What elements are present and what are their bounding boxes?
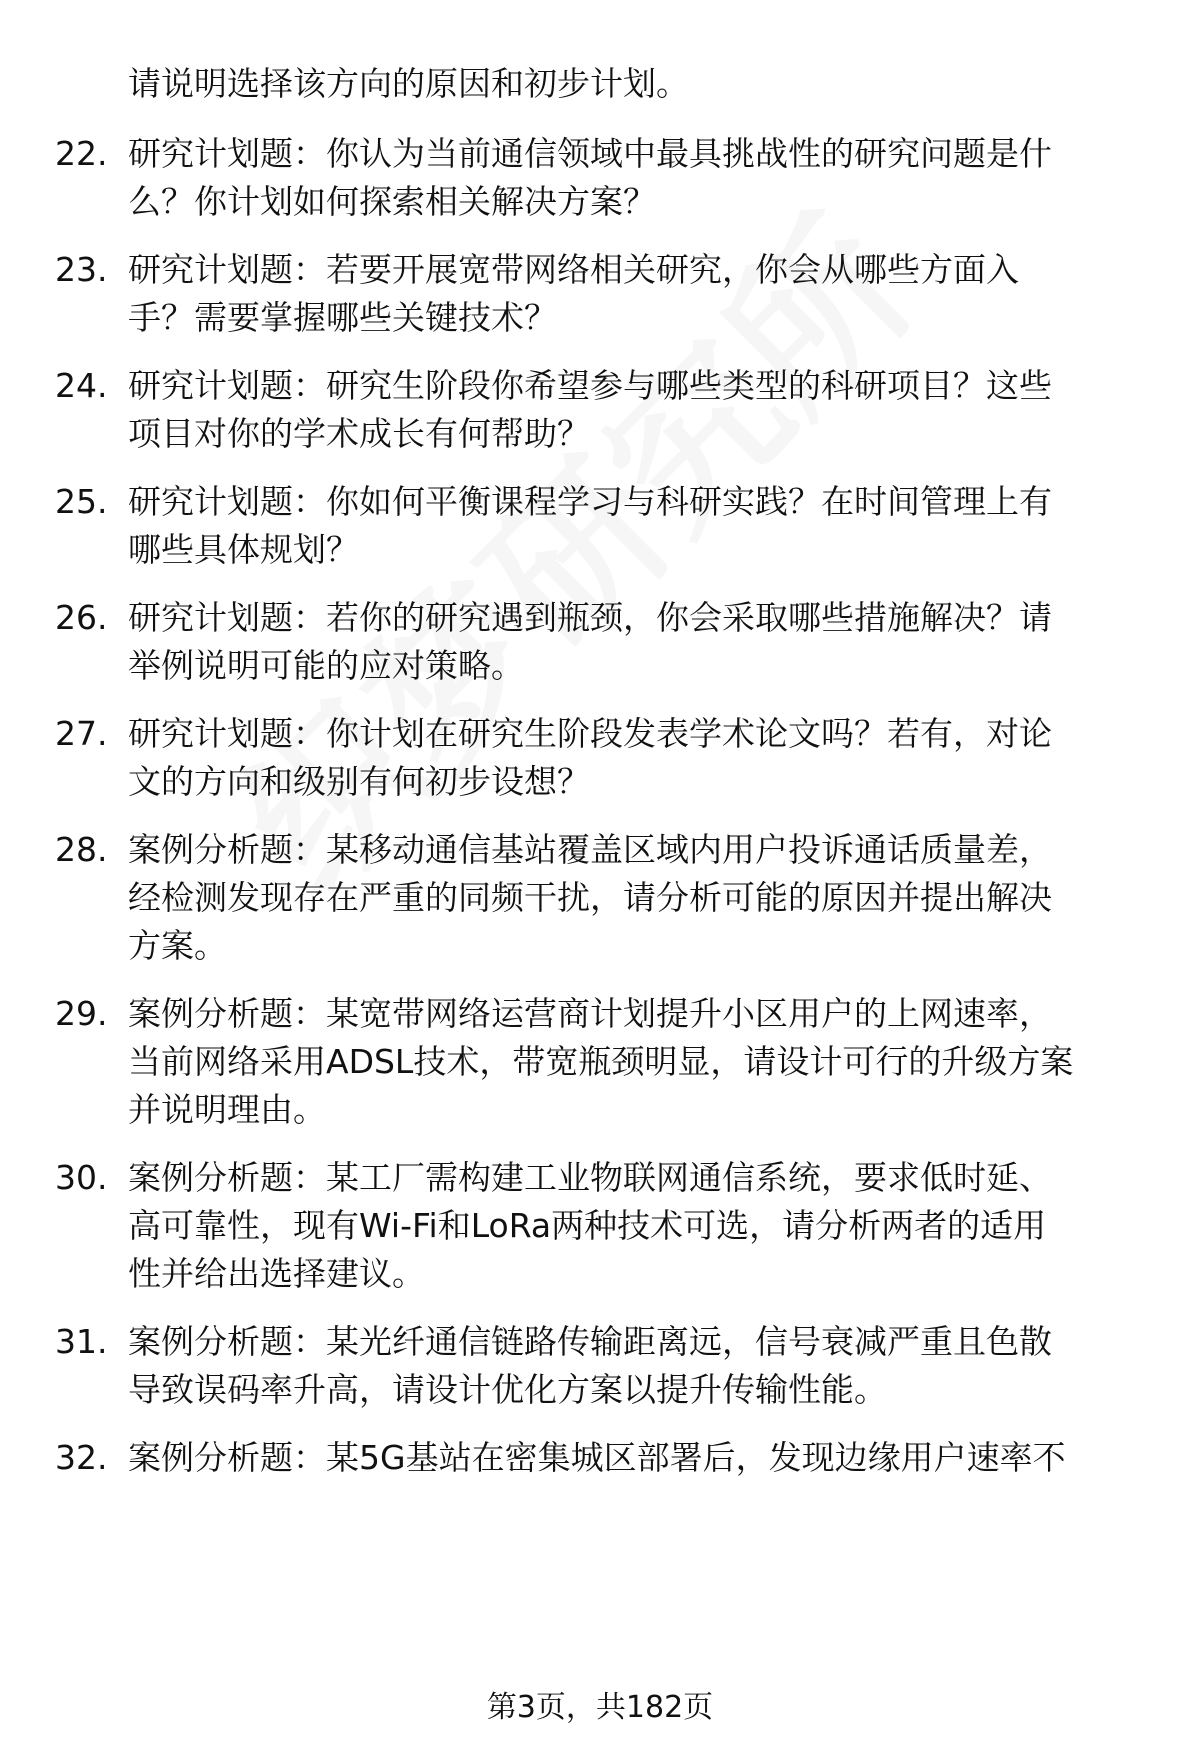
question-line: 哪些具体规划？ (128, 530, 359, 569)
question-text (128, 826, 1168, 970)
question-number: 29. (55, 994, 108, 1033)
question-number: 32. (55, 1438, 108, 1477)
question-line: 研究计划题：你如何平衡课程学习与科研实践？在时间管理上有 (128, 482, 1052, 521)
question-number: 31. (55, 1322, 108, 1361)
question-text (128, 594, 1168, 690)
question-number: 28. (55, 830, 108, 869)
question-text (128, 130, 1168, 226)
question-text (128, 1318, 1168, 1414)
question-text (128, 478, 1168, 574)
question-number: 22. (55, 134, 108, 173)
question-line: 项目对你的学术成长有何帮助？ (128, 414, 590, 453)
question-number: 30. (55, 1158, 108, 1197)
question-number: 26. (55, 598, 108, 637)
question-text (128, 1154, 1168, 1298)
question-text (128, 1434, 1168, 1482)
question-line: 性并给出选择建议。 (128, 1254, 425, 1293)
continuation-text: 请说明选择该方向的原因和初步计划。 (128, 64, 689, 103)
question-line: 研究计划题：你计划在研究生阶段发表学术论文吗？若有，对论 (128, 714, 1052, 753)
question-number: 25. (55, 482, 108, 521)
question-line: 高可靠性，现有Wi-Fi和LoRa两种技术可选，请分析两者的适用 (128, 1206, 1047, 1245)
question-text (128, 710, 1168, 806)
question-line: 并说明理由。 (128, 1090, 326, 1129)
question-text (128, 362, 1168, 458)
question-line: 当前网络采用ADSL技术，带宽瓶颈明显，请设计可行的升级方案 (128, 1042, 1074, 1081)
question-line: 案例分析题：某5G基站在密集城区部署后，发现边缘用户速率不 (128, 1438, 1066, 1477)
question-text (128, 246, 1168, 342)
question-line: 文的方向和级别有何初步设想？ (128, 762, 590, 801)
question-number: 27. (55, 714, 108, 753)
question-number: 24. (55, 366, 108, 405)
question-line: 导致误码率升高，请设计优化方案以提升传输性能。 (128, 1370, 887, 1409)
question-line: 研究计划题：研究生阶段你希望参与哪些类型的科研项目？这些 (128, 366, 1052, 405)
question-line: 研究计划题：若要开展宽带网络相关研究，你会从哪些方面入 (128, 250, 1019, 289)
question-number: 23. (55, 250, 108, 289)
question-line: 研究计划题：你认为当前通信领域中最具挑战性的研究问题是什 (128, 134, 1052, 173)
question-line: 案例分析题：某宽带网络运营商计划提升小区用户的上网速率， (128, 994, 1052, 1033)
question-line: 研究计划题：若你的研究遇到瓶颈，你会采取哪些措施解决？请 (128, 598, 1052, 637)
question-line: 么？你计划如何探索相关解决方案？ (128, 182, 656, 221)
question-line: 举例说明可能的应对策略。 (128, 646, 524, 685)
question-line: 手？需要掌握哪些关键技术？ (128, 298, 557, 337)
question-line: 方案。 (128, 926, 227, 965)
question-line: 案例分析题：某工厂需构建工业物联网通信系统，要求低时延、 (128, 1158, 1052, 1197)
question-text (128, 990, 1168, 1134)
question-line: 经检测发现存在严重的同频干扰，请分析可能的原因并提出解决 (128, 878, 1052, 917)
question-line: 案例分析题：某光纤通信链路传输距离远，信号衰减严重且色散 (128, 1322, 1052, 1361)
page-footer: 第3页，共182页 (486, 1690, 714, 1725)
question-line: 案例分析题：某移动通信基站覆盖区域内用户投诉通话质量差， (128, 830, 1052, 869)
